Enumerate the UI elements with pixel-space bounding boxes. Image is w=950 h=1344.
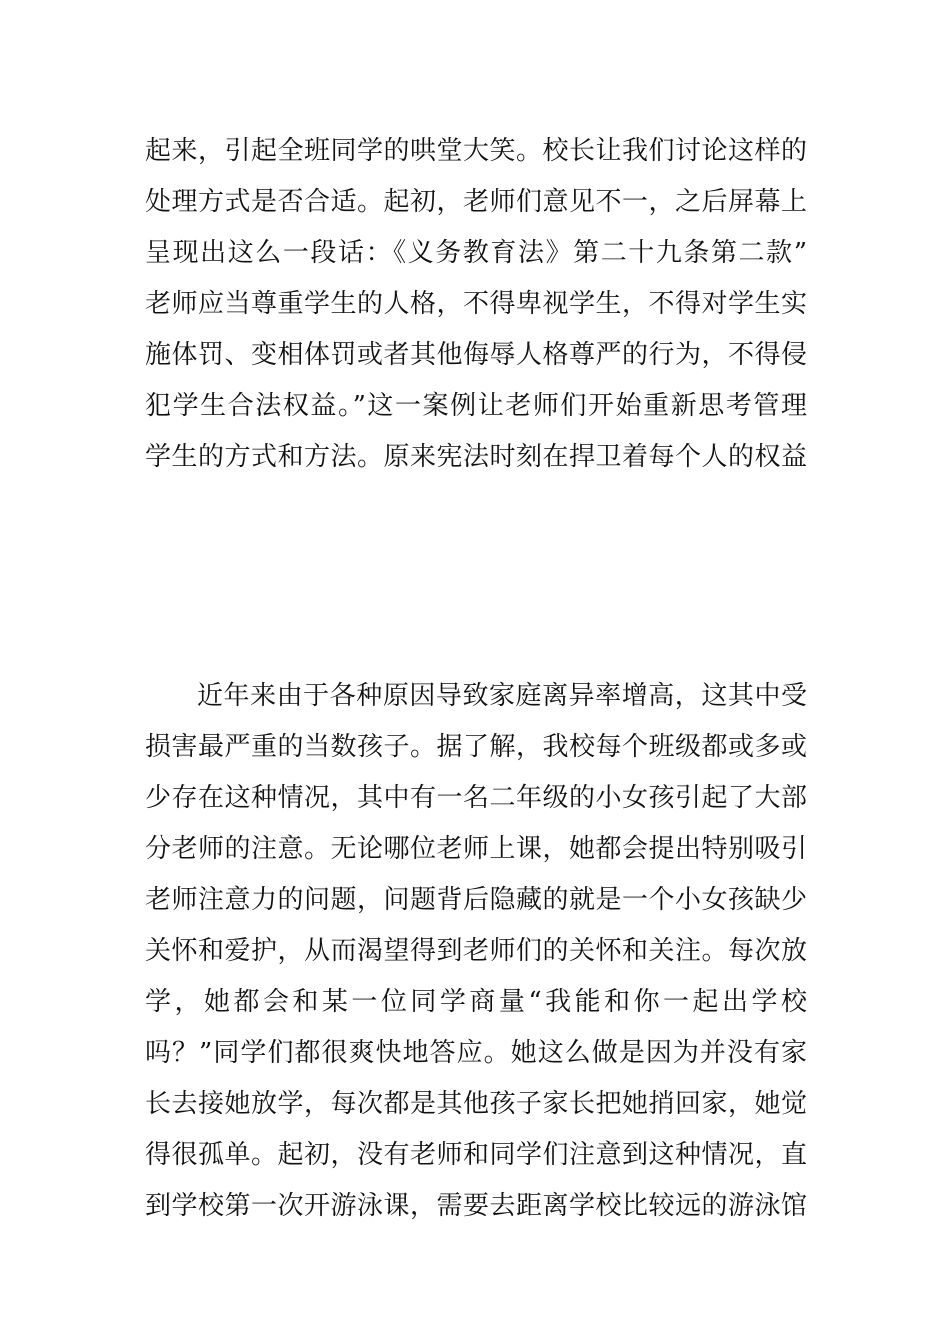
text-line: 施体罚、变相体罚或者其他侮辱人格尊严的行为，不得侵: [145, 340, 807, 370]
text-line: 老师应当尊重学生的人格，不得卑视学生，不得对学生实: [145, 289, 807, 319]
text-line: 少存在这种情况，其中有一名二年级的小女孩引起了大部: [145, 783, 807, 813]
text-line: 得很孤单。起初，没有老师和同学们注意到这种情况，直: [145, 1140, 807, 1170]
text-line: 到学校第一次开游泳课，需要去距离学校比较远的游泳馆: [145, 1191, 807, 1221]
text-line: 起来，引起全班同学的哄堂大笑。校长让我们讨论这样的: [145, 136, 807, 166]
text-line: 犯学生合法权益。”这一案例让老师们开始重新思考管理: [145, 391, 807, 421]
text-line: 长去接她放学，每次都是其他孩子家长把她捎回家，她觉: [145, 1089, 807, 1119]
text-line: 学生的方式和方法。原来宪法时刻在捍卫着每个人的权益: [145, 442, 807, 472]
text-line-first: 近年来由于各种原因导致家庭离异率增高，这其中受: [197, 681, 807, 711]
text-line: 老师注意力的问题，问题背后隐藏的就是一个小女孩缺少: [145, 885, 807, 915]
text-line: 处理方式是否合适。起初，老师们意见不一，之后屏幕上: [145, 187, 807, 217]
text-line: 学，她都会和某一位同学商量“我能和你一起出学校: [145, 987, 807, 1017]
text-line: 损害最严重的当数孩子。据了解，我校每个班级都或多或: [145, 732, 807, 762]
paragraph-continued: [145, 126, 807, 483]
text-line: 吗？”同学们都很爽快地答应。她这么做是因为并没有家: [145, 1038, 807, 1068]
text-line: 关怀和爱护，从而渴望得到老师们的关怀和关注。每次放: [145, 936, 807, 966]
text-line: 呈现出这么一段话：《义务教育法》第二十九条第二款”: [145, 238, 807, 268]
text-line: 分老师的注意。无论哪位老师上课，她都会提出特别吸引: [145, 834, 807, 864]
paragraph: [145, 671, 807, 1232]
